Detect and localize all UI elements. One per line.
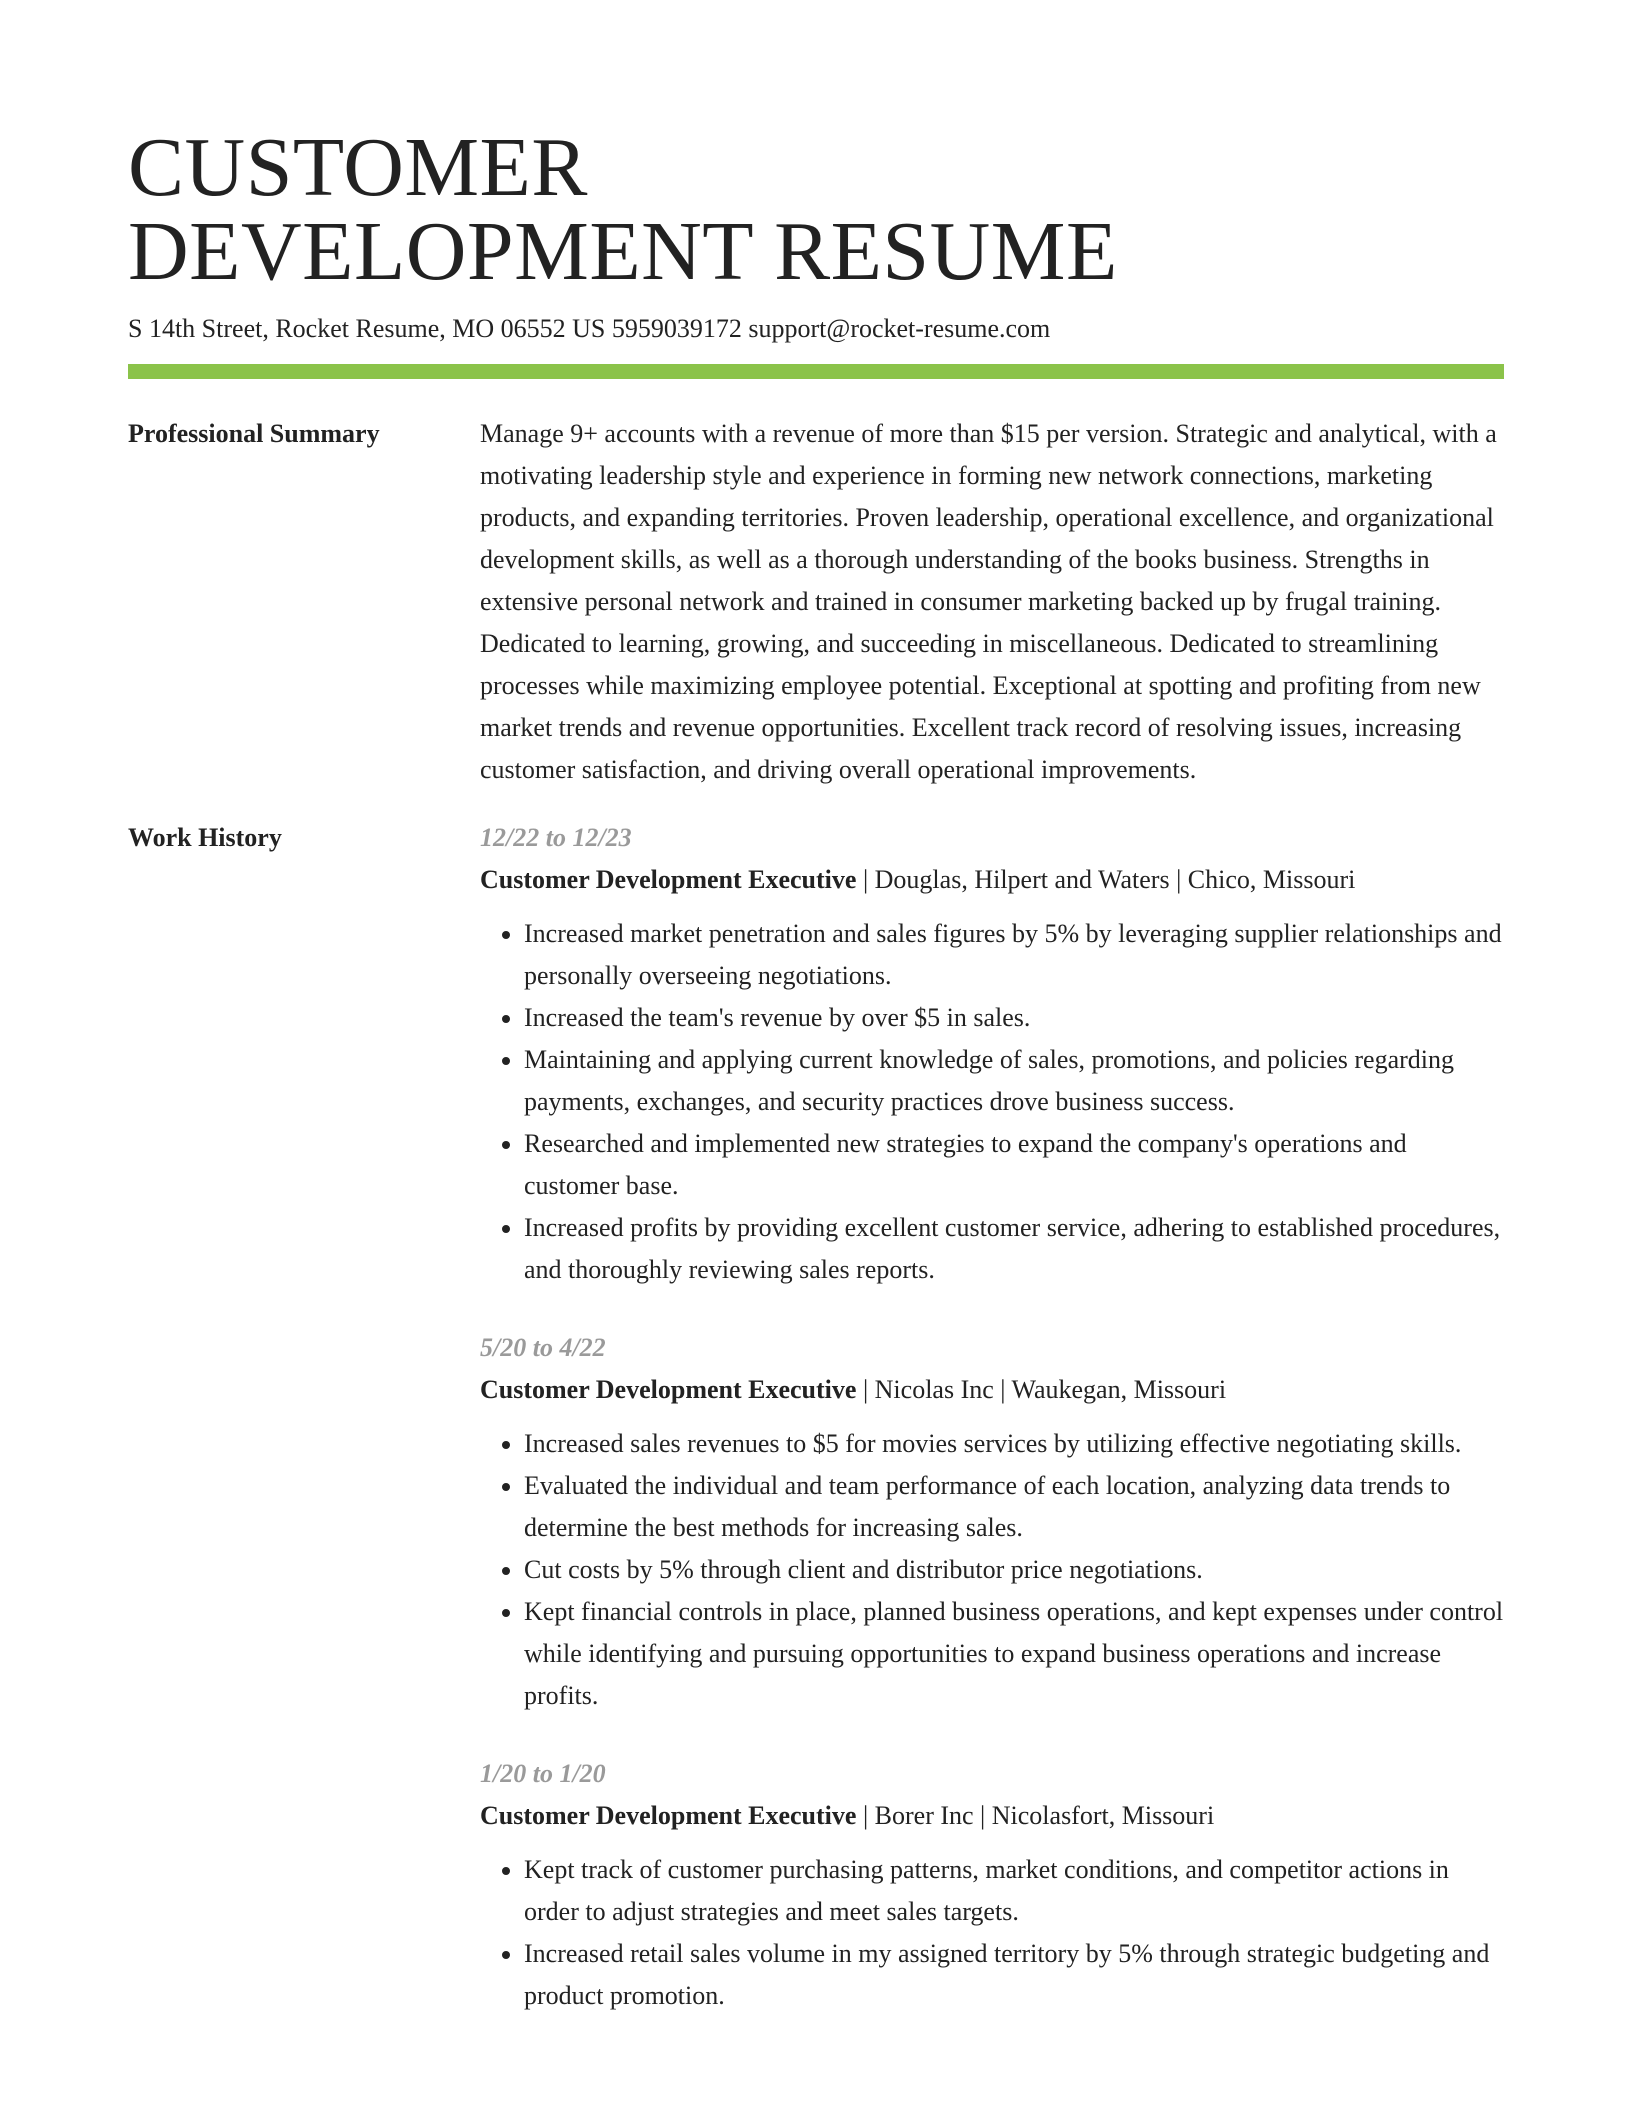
title-line-2: DEVELOPMENT RESUME xyxy=(128,205,1118,298)
title-line-1: CUSTOMER xyxy=(128,121,588,214)
work-history-body xyxy=(480,817,1504,2053)
job-bullet: • Increased profits by providing excellent customer service, adhering to established procedures, and thoroughly reviewing sales reports. xyxy=(524,1207,1504,1291)
job-dates: 12/22 to 12/23 xyxy=(480,823,632,852)
job-entry xyxy=(480,1753,1504,2017)
job-bullet: • Increased retail sales volume in my assigned territory by 5% through strategic budgeting and product promotion. xyxy=(524,1933,1504,2017)
job-heading xyxy=(480,859,1504,901)
job-details: | Douglas, Hilpert and Waters | Chico, Missouri xyxy=(856,865,1356,894)
summary-heading: Professional Summary xyxy=(128,419,380,448)
contact-info: S 14th Street, Rocket Resume, MO 06552 US 5959039172 support@rocket-resume.com xyxy=(128,314,1051,343)
job-bullet: • Cut costs by 5% through client and distributor price negotiations. xyxy=(524,1549,1504,1591)
job-bullet: • Maintaining and applying current knowledge of sales, promotions, and policies regarding payments, exchanges, and security practices drove business success. xyxy=(524,1039,1504,1123)
job-bullet: • Kept financial controls in place, planned business operations, and kept expenses under control while identifying and pursuing opportunities to expand business operations and increase profits. xyxy=(524,1591,1504,1717)
summary-body xyxy=(480,413,1504,791)
work-history-heading: Work History xyxy=(128,823,282,852)
job-bullets xyxy=(480,1423,1504,1717)
job-title: Customer Development Executive xyxy=(480,1375,857,1404)
resume-page xyxy=(128,121,1504,2053)
job-dates: 5/20 to 4/22 xyxy=(480,1333,606,1362)
accent-divider xyxy=(128,364,1504,379)
resume-title xyxy=(128,121,1504,298)
job-entry xyxy=(480,1327,1504,1717)
job-bullet: • Researched and implemented new strategies to expand the company's operations and customer base. xyxy=(524,1123,1504,1207)
job-bullet: • Evaluated the individual and team performance of each location, analyzing data trends to determine the best methods for increasing sales. xyxy=(524,1465,1504,1549)
summary-text: Manage 9+ accounts with a revenue of more than $15 per version. Strategic and analytical, with a motivating leadership style and experience in forming new network connections, marketing products, and expanding territories. Proven leadership, operational excellence, and organizational development skills, as well as a thorough understanding of the books business. Strengths in extensive personal network and trained in consumer marketing backed up by frugal training. Dedicated to learning, growing, and succeeding in miscellaneous. Dedicated to streamlining processes while maximizing employee potential. Exceptional at spotting and profiting from new market trends and revenue opportunities. Excellent track record of resolving issues, increasing customer satisfaction, and driving overall operational improvements. xyxy=(480,419,1497,784)
job-bullet: • Increased sales revenues to $5 for movies services by utilizing effective negotiating skills. xyxy=(524,1423,1504,1465)
job-heading xyxy=(480,1795,1504,1837)
job-details: | Borer Inc | Nicolasfort, Missouri xyxy=(856,1801,1215,1830)
summary-section xyxy=(128,413,1504,791)
job-heading xyxy=(480,1369,1504,1411)
job-bullets xyxy=(480,1849,1504,2017)
job-bullets xyxy=(480,913,1504,1291)
job-title: Customer Development Executive xyxy=(480,1801,857,1830)
job-entry xyxy=(480,817,1504,1291)
job-bullet: • Increased market penetration and sales figures by 5% by leveraging supplier relationships and personally overseeing negotiations. xyxy=(524,913,1504,997)
job-title: Customer Development Executive xyxy=(480,865,857,894)
job-dates: 1/20 to 1/20 xyxy=(480,1759,606,1788)
job-bullet: • Increased the team's revenue by over $5 in sales. xyxy=(524,997,1504,1039)
job-bullet: • Kept track of customer purchasing patterns, market conditions, and competitor actions in order to adjust strategies and meet sales targets. xyxy=(524,1849,1504,1933)
job-details: | Nicolas Inc | Waukegan, Missouri xyxy=(856,1375,1227,1404)
work-history-section xyxy=(128,817,1504,2053)
